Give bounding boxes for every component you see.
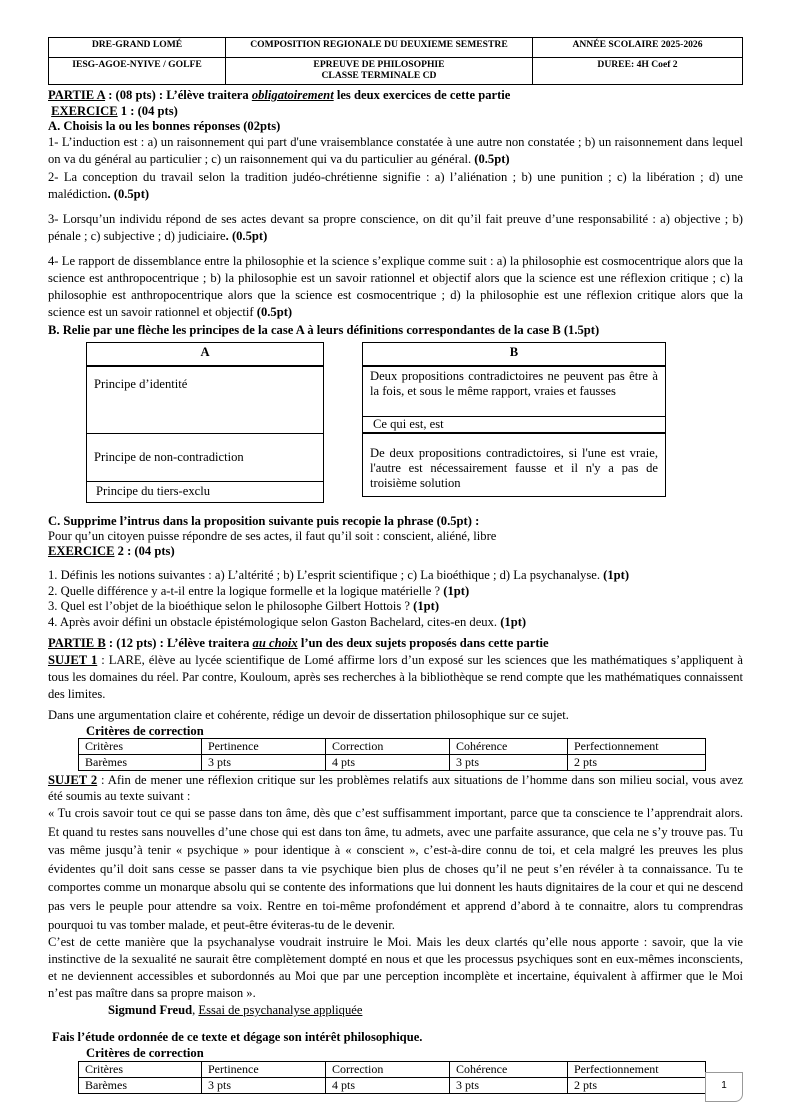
crit1-head-1: Pertinence [202,739,326,755]
part-a-post: les deux exercices de cette partie [333,88,511,102]
crit2-head-2: Correction [326,1062,450,1078]
exercise-2-label: EXERCICE [48,544,115,558]
exam-page [48,37,743,1094]
header-school: IESG-AGOE-NYIVE / GOLFE [49,58,226,85]
part-a-heading [48,87,743,104]
part-a-pre: : (08 pts) : L’élève traitera [105,88,252,102]
crit1-row-4: 2 pts [568,755,706,771]
section-a-title: A. Choisis la ou les bonnes réponses (02pts) [48,119,281,133]
ex2-question-2 [48,584,743,600]
subject-2-instruction-text: Fais l’étude ordonnée de ce texte et dégage son intérêt philosophique [52,1030,420,1045]
crit1-head-3: Cohérence [450,739,568,755]
header-subject [226,58,533,85]
criteria-1-title: Critères de correction [86,724,204,738]
question-2-points: . (0.5pt) [107,187,150,201]
question-1-text: 1- L’induction est : a) un raisonnement qui part d'une vraisemblance constatée à une autre non constatée ; b) un raisonnement dans lequel on va du général au particulier ; c) un raisonnement qui va du particulier au général. [48,135,743,166]
crit2-row-1: 3 pts [202,1078,326,1094]
crit2-row-3: 3 pts [450,1078,568,1094]
ex2-question-1-text: 1. Définis les notions suivantes : a) L’altérité ; b) L’esprit scientifique ; c) La bioéthique ; d) La psychanalyse. [48,568,604,582]
quote-author: Sigmund Freud [108,1003,193,1018]
quote-paragraph-2: C’est de cette manière que la psychanalyse voudrait instruire le Moi. Mais les deux clartés qu’elle nous apporte : savoir, que la vie instinctive de la sexualité ne saurait être complètement dompté en nous et que les processus psychiques sont en eux-mêmes inconscients, et ne deviennent accessibles et subordonnés au Moi que par une perception incomplète et incertaine, équivalent à affirmer que le Moi n’est pas maître dans sa propre maison ». [48,935,743,1001]
part-a-emphasis: obligatoirement [251,88,334,102]
question-3-points: . (0.5pt) [225,229,268,243]
header-duration: DUREE: 4H Coef 2 [533,58,743,85]
crit1-row-0: Barèmes [79,755,202,771]
part-b-post: l’un des deux sujets proposés dans cette partie [297,636,549,650]
subject-2-label: SUJET 2 [48,773,98,787]
ex2-question-3-text: 3. Quel est l’objet de la bioéthique selon le philosophe Gilbert Hottois ? [48,599,414,613]
ex2-question-4 [48,615,743,631]
crit2-head-4: Perfectionnement [568,1062,706,1078]
box-a [86,342,324,503]
crit2-head-0: Critères [79,1062,202,1078]
crit2-head-1: Pertinence [202,1062,326,1078]
box-b-item-1: Deux propositions contradictoires ne peuvent pas être à la fois, et sous le même rapport, vraies et fausses [363,367,665,417]
question-3-text: 3- Lorsqu’un individu répond de ses actes devant sa propre conscience, on dit qu’il fait preuve d’une responsabilité : a) objective ; b) pénale ; c) subjective ; d) judiciaire [48,212,743,243]
question-4-text: 4- Le rapport de dissemblance entre la philosophie et la science s’explique comme suit : a) la philosophie est cosmocentrique alors que la science est anthropocentrique ; b) la philosophie est un savoir rationnel et objectif alors que la science est une réflexion critique ; c) la philosophie est anthropocentrique alors que la science est cosmocentrique ; d) la philosophie est une réflexion critique alors que la science est un savoir rationnel et objectif [48,254,743,319]
freud-quote [48,804,743,1002]
part-b-heading [48,635,743,652]
crit2-row-4: 2 pts [568,1078,706,1094]
exercise-1-heading [48,104,743,118]
header-region: DRE-GRAND LOMÉ [49,38,226,58]
crit2-row-2: 4 pts [326,1078,450,1094]
exercise-2-heading [48,544,743,559]
subject-2-instruction: Fais l’étude ordonnée de ce texte et dégage son intérêt philosophique. [52,1030,423,1045]
question-4 [48,253,743,321]
ex2-question-2-text: 2. Quelle différence y a-t-il entre la logique formelle et la logique matérielle ? [48,583,444,598]
subject-2-text [48,772,743,804]
header-subject-name: EPREUVE DE PHILOSOPHIE [313,59,445,70]
exam-header-table [48,37,743,85]
criteria-table-2 [78,1061,706,1094]
box-a-header: A [87,343,323,367]
crit1-row-3: 3 pts [450,755,568,771]
crit1-head-0: Critères [79,739,202,755]
part-b-emphasis: au choix [252,636,298,650]
subject-1-text [48,652,743,703]
crit1-row-2: 4 pts [326,755,450,771]
box-b-item-3: De deux propositions contradictoires, si l'une est vraie, l'autre est nécessairement fausse et il n'y a pas de troisième solution [370,446,658,490]
quote-separator: , [192,1003,199,1018]
criteria-table-1 [78,738,706,771]
exercise-2-questions [48,568,743,630]
subject-2-body: : Afin de mener une réflexion critique sur les problèmes relatifs aux situations de l’homme dans son milieu social, vous avez été soumis au texte suivant : [48,773,743,803]
section-b-title: B. Relie par une flèche les principes de la case A à leurs définitions correspondantes de la case B (1.5pt) [48,323,600,337]
question-1-points: (0.5pt) [474,152,510,166]
question-2-text: 2- La conception du travail selon la tradition judéo-chrétienne signifie : a) l’aliénation ; b) une punition ; c) la libération ; d) une malédiction [48,170,743,201]
section-c-title: C. Supprime l’intrus dans la proposition suivante puis recopie la phrase (0.5pt) : [48,514,480,528]
quote-book: Essai de psychanalyse appliquée [198,1003,363,1018]
ex2-question-4-text: 4. Après avoir défini un obstacle épistémologique selon Gaston Bachelard, cites-en deux. [48,614,501,629]
ex2-question-3-points: (1pt) [413,599,440,613]
crit1-head-4: Perfectionnement [568,739,706,755]
header-exam-title: COMPOSITION REGIONALE DU DEUXIEME SEMESTRE [226,38,533,58]
quote-source [108,1002,743,1019]
ex2-question-2-points: (1pt) [443,583,470,598]
box-a-item-non-contradiction: Principe de non-contradiction [87,434,323,482]
criteria-2-title: Critères de correction [86,1046,204,1061]
ex2-question-1-points: (1pt) [603,568,630,582]
subject-1-label: SUJET 1 [48,653,98,667]
matching-boxes [48,342,743,512]
box-a-item-excluded-middle: Principe du tiers-exclu [96,484,211,498]
ex2-question-4-points: (1pt) [500,614,527,629]
part-b-pre: : (12 pts) : L’élève traitera [105,636,253,650]
crit1-row-1: 3 pts [202,755,326,771]
header-class: CLASSE TERMINALE CD [321,70,437,81]
question-4-points: (0.5pt) [256,305,293,319]
quote-paragraph-1: « Tu crois savoir tout ce qui se passe dans ton âme, dès que c’est suffisamment important, parce que ta conscience te l’apprendrait alors. Et quand tu restes sans nouvelles d’une chose qui est dans ton âme, tu admets, avec une parfaite assurance, que cela ne s’y trouve pas. Tu vas même jusqu’à tenir « psychique » pour identique à « conscient », c’est-à-dire connu de toi, et cela malgré les preuves les plus évidentes qu’il doit sans cesse se passer dans ta vie psychique bien plus de choses qu’il ne peut s’en révéler à ta connaissance. Tu te comportes comme un monarque absolu qui se contente des informations que lui donnent les hauts dignitaires de la cour et qui ne descend pas vers le peuple pour attendre sa voix. Rentre en toi-même profondément et apprend d’abord à te connaitre, alors tu comprendras pourquoi tu vas tomber malade, et peut-être éviteras-tu de le devenir. [48,806,743,932]
part-b-label: PARTIE B [48,636,106,650]
box-a-item-identity: Principe d’identité [87,367,323,434]
box-b-item-2: Ce qui est, est [363,417,665,434]
header-school-year: ANNÉE SCOLAIRE 2025-2026 [533,38,743,58]
section-c-text: Pour qu’un citoyen puisse répondre de ses actes, il faut qu’il soit : conscient, aliéné, libre [48,529,497,543]
exercise-1-points: 1 : (04 pts) [117,104,178,118]
crit2-head-3: Cohérence [450,1062,568,1078]
ex2-question-1 [48,568,743,584]
part-a-label: PARTIE A [48,88,106,102]
question-2 [48,169,743,203]
subject-1-instruction: Dans une argumentation claire et cohérente, rédige un devoir de dissertation philosophique sur ce sujet. [48,708,569,722]
crit2-row-0: Barèmes [79,1078,202,1094]
page-number: 1 [705,1072,743,1102]
exercise-2-points: 2 : (04 pts) [114,544,175,558]
box-b [362,342,666,497]
question-1 [48,134,743,168]
question-3 [48,211,743,245]
crit1-head-2: Correction [326,739,450,755]
subject-1-body: : LARE, élève au lycée scientifique de Lomé affirme lors d’un exposé sur les sciences que les mathématiques s’appliquent à tous les domaines du réel. Par contre, Kouloum, après ses recherches à la bibliothèque se rend compte que les mathématiques connaissent des limites. [48,653,743,701]
box-b-header: B [363,343,665,367]
ex2-question-3 [48,599,743,615]
exercise-1-label: EXERCICE [51,104,118,118]
